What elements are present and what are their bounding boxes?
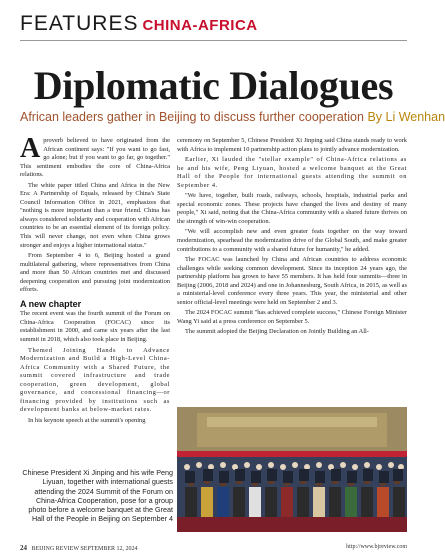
section-header	[20, 12, 258, 36]
paragraph: From September 4 to 6, Beijing hosted a grand multilateral gathering, where representatives from China and more than 50 African countries met and discussed deepening cooperation and pursuing joint modernization efforts.	[20, 252, 170, 294]
paragraph: "We will accomplish new and even greater feats together on the way toward modernization, spearhead the modernization drive of the Global South, and make greater contributions to a community with a shared future for humanity," he added.	[177, 228, 407, 253]
paragraph: In his keynote speech at the summit's opening	[28, 416, 146, 424]
dek-text: African leaders gather in Beijing to discuss further cooperation	[20, 110, 364, 124]
paragraph: Aproverb believed to have originated from the African continent says: "If you want to go fast, go alone; but if you want to go far, go together." This sentiment embodies the core of China-Africa relations.	[20, 133, 170, 179]
footer-url: http://www.bjreview.com	[346, 544, 407, 550]
page-number: 24	[20, 544, 27, 552]
headline: Diplomatic Dialogues	[33, 63, 394, 108]
subhead: A new chapter	[20, 298, 82, 309]
section-sublabel: CHINA-AFRICA	[142, 17, 258, 34]
paragraph: Earlier, Xi lauded the "stellar example" of China-Africa relations as he and his wife, Peng Liyuan, hosted a welcome banquet at the Great Hall of the People for international guests attending the summit on September 4.	[177, 156, 407, 189]
byline: By Li Wenhan	[367, 110, 445, 124]
photo-caption: Chinese President Xi Jinping and his wife Peng Liyuan, together with international guests attending the 2024 Summit of the Forum on China-Africa Cooperation, pose for a group photo before a welcome banquet at the Great Hall of the People in Beijing on September 4	[22, 468, 173, 524]
paragraph: The 2024 FOCAC summit "has achieved complete success," Chinese Foreign Minister Wang Yi said at a press conference on September 5.	[177, 309, 407, 325]
dek	[20, 110, 445, 124]
paragraph: The recent event was the fourth summit of the Forum on China-Africa Cooperation (FOCAC) since its establishment in 2000, and came six years after the last summit in 2018, which also took place in Beijing.	[20, 310, 170, 344]
paragraph: The FOCAC was launched by China and African countries to address economic challenges while seeking common development. Since its inception 24 years ago, the partnership platform has grown to have 55 members. It has held four summits—three in Beijing (2006, 2018 and 2024) and one in Johannesburg, South Africa, in 2015, as well as a ministerial-level conference every three years. This year, the ministerial and other senior official-level meetings were held on September 2 and 3.	[177, 256, 407, 306]
paragraph: The white paper titled China and Africa in the New Era: A Partnership of Equals, released by China's State Council Information Office in 2021, emphasizes that "nothing is more important than a true friend. China has always considered solidarity and cooperation with African countries to be an essential element of its foreign policy. This will never change, not even when China grows stronger and enjoys a higher international status."	[20, 181, 170, 249]
dropcap: A	[20, 133, 41, 164]
paragraph: ceremony on September 5, Chinese President Xi Jinping said China stands ready to work with Africa to implement 10 partnership action plans to jointly advance modernization.	[177, 137, 407, 153]
left-column	[20, 133, 170, 428]
group-photo	[177, 407, 407, 532]
footer-publication: BEIJING REVIEW SEPTEMBER 12, 2024	[31, 546, 138, 552]
header-rule	[20, 40, 407, 41]
section-label: FEATURES	[20, 12, 139, 35]
paragraph: Themed Joining Hands to Advance Modernization and Build a High-Level China-Africa Community with a Shared Future, the summit covered infrastructure and trade cooperation, green development, global governance, and concessional financing—or financing provided by institutions such as development banks at below-market rates.	[20, 346, 170, 414]
group-photo-illustration	[177, 407, 407, 532]
right-column	[177, 137, 407, 339]
paragraph: The summit adopted the Beijing Declaration on Jointly Building an All-	[185, 328, 369, 336]
paragraph: "We have, together, built roads, railways, schools, hospitals, industrial parks and special economic zones. These projects have changed the lives and destiny of many people," Xi said, noting that the China-Africa community with a shared future thrives on the strength of win-win cooperation.	[177, 192, 407, 225]
